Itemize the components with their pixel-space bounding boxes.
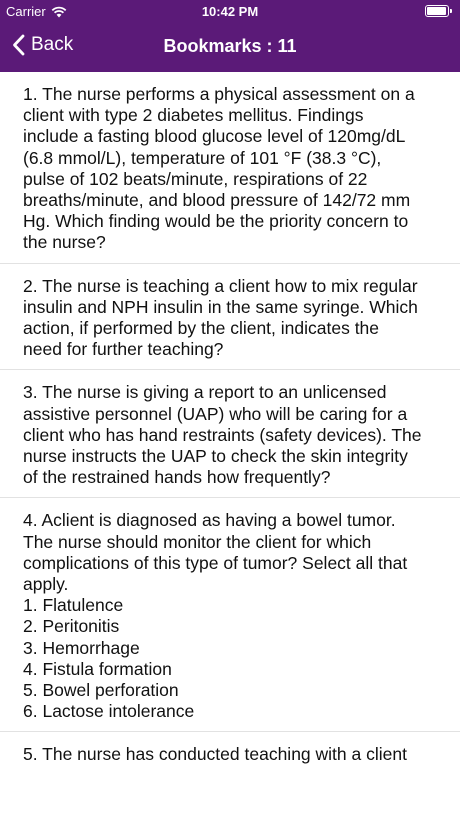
- bookmark-list[interactable]: [0, 72, 460, 764]
- nav-bar: [0, 24, 460, 70]
- bookmark-text-line: complications of this type of tumor? Select all that: [23, 552, 408, 573]
- bookmark-text-line: nurse instructs the UAP to check the skin integrity: [23, 446, 408, 467]
- bookmark-text-line: 2. The nurse is teaching a client how to mix regular: [23, 275, 418, 296]
- bookmark-text-line: action, if performed by the client, indicates the: [23, 318, 380, 339]
- bookmark-text-line: of the restrained hands how frequently?: [23, 467, 331, 488]
- bookmark-text-line: 3. Hemorrhage: [23, 637, 140, 658]
- bookmark-text-line: breaths/minute, and blood pressure of 142/72 mm: [23, 190, 411, 211]
- bookmark-text-line: 6. Lactose intolerance: [23, 701, 195, 722]
- bookmark-item[interactable]: [0, 498, 460, 732]
- bookmark-item[interactable]: [0, 732, 460, 764]
- bookmark-text-line: assistive personnel (UAP) who will be caring for a: [23, 403, 408, 424]
- bookmark-text-line: client with type 2 diabetes mellitus. Findings: [23, 105, 364, 126]
- bookmark-text-line: insulin and NPH insulin in the same syringe. Which: [23, 296, 418, 317]
- bookmark-text-line: 3. The nurse is giving a report to an unlicensed: [23, 382, 387, 403]
- bookmark-text-line: Hg. Which finding would be the priority concern to: [23, 211, 409, 232]
- battery-icon: [425, 5, 452, 17]
- bookmark-text-line: client who has hand restraints (safety devices). The: [23, 424, 422, 445]
- bookmark-text-line: 4. Fistula formation: [23, 658, 172, 679]
- header: [0, 0, 460, 72]
- status-bar: [0, 0, 460, 22]
- page-title: Bookmarks : 11: [163, 36, 297, 56]
- back-label: Back: [31, 34, 74, 55]
- bookmark-text-line: pulse of 102 beats/minute, respirations of 22: [23, 168, 368, 189]
- bookmark-text-line: 5. The nurse has conducted teaching with a client: [23, 744, 407, 764]
- bookmark-text-line: 4. Aclient is diagnosed as having a bowel tumor.: [23, 510, 396, 531]
- bookmark-text-line: (6.8 mmol/L), temperature of 101 °F (38.3 °C),: [23, 147, 382, 168]
- bookmark-text-line: 1. The nurse performs a physical assessment on a: [23, 84, 415, 104]
- bookmark-text-line: apply.: [23, 574, 69, 595]
- bookmark-item[interactable]: [0, 370, 460, 498]
- status-time: 10:42 PM: [201, 4, 259, 19]
- bookmark-text-line: include a fasting blood glucose level of 120mg/dL: [23, 126, 406, 147]
- bookmark-text-line: the nurse?: [23, 232, 106, 253]
- bookmark-text-line: 1. Flatulence: [23, 595, 124, 616]
- bookmark-item[interactable]: [0, 264, 460, 371]
- bookmark-text-line: The nurse should monitor the client for which: [23, 531, 372, 552]
- bookmark-text-line: 2. Peritonitis: [23, 616, 120, 637]
- bookmark-item[interactable]: [0, 72, 460, 264]
- bookmark-text-line: 5. Bowel perforation: [23, 680, 179, 701]
- carrier-label: Carrier: [6, 4, 46, 19]
- bookmark-text-line: need for further teaching?: [23, 339, 224, 360]
